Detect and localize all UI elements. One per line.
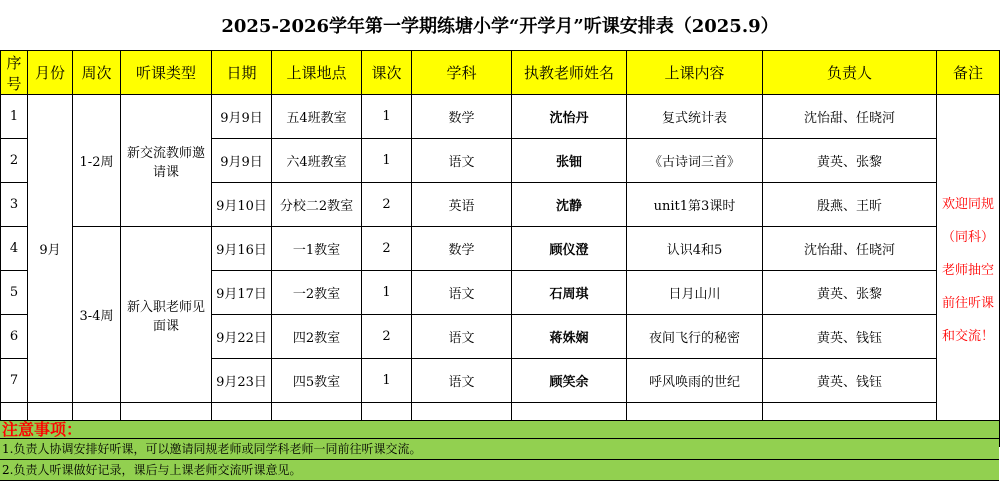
cell-teacher[interactable]: 顾笑余: [512, 359, 627, 403]
notes-item[interactable]: 1.负责人协调安排好听课，可以邀请同规老师或同学科老师一同前往听课交流。: [0, 439, 999, 460]
cell-leader[interactable]: 沈怡甜、任晓河: [763, 95, 937, 139]
cell-subject[interactable]: 数学: [412, 95, 512, 139]
cell-content[interactable]: 认识4和5: [627, 227, 763, 271]
cell-teacher[interactable]: 顾仪澄: [512, 227, 627, 271]
cell-period[interactable]: 2: [362, 227, 412, 271]
cell-subject[interactable]: 英语: [412, 183, 512, 227]
cell-leader[interactable]: 黄英、张黎: [763, 271, 937, 315]
cell-period[interactable]: 1: [362, 359, 412, 403]
cell-week[interactable]: 1-2周: [73, 95, 121, 227]
cell-subject[interactable]: 语文: [412, 315, 512, 359]
header-cell-remark[interactable]: 备注: [937, 51, 1000, 95]
cell-no[interactable]: 7: [1, 359, 28, 403]
cell-no[interactable]: 1: [1, 95, 28, 139]
cell-content[interactable]: 复式统计表: [627, 95, 763, 139]
cell-place[interactable]: 分校二2教室: [272, 183, 362, 227]
cell-place[interactable]: 六4班教室: [272, 139, 362, 183]
cell-leader[interactable]: 黄英、钱钰: [763, 359, 937, 403]
cell-no[interactable]: 4: [1, 227, 28, 271]
cell-period[interactable]: 2: [362, 183, 412, 227]
header-cell-date[interactable]: 日期: [212, 51, 272, 95]
cell-period[interactable]: 2: [362, 315, 412, 359]
cell-no[interactable]: 2: [1, 139, 28, 183]
cell-date[interactable]: 9月9日: [212, 139, 272, 183]
header-cell-leader[interactable]: 负责人: [763, 51, 937, 95]
cell-date[interactable]: 9月23日: [212, 359, 272, 403]
cell-type[interactable]: 新入职老师见面课: [121, 227, 212, 403]
cell-content[interactable]: 日月山川: [627, 271, 763, 315]
cell-place[interactable]: 四2教室: [272, 315, 362, 359]
cell-no[interactable]: 5: [1, 271, 28, 315]
cell-date[interactable]: 9月10日: [212, 183, 272, 227]
cell-content[interactable]: 《古诗词三首》: [627, 139, 763, 183]
cell-content[interactable]: 呼风唤雨的世纪: [627, 359, 763, 403]
cell-place[interactable]: 五4班教室: [272, 95, 362, 139]
table-row: [1, 95, 1000, 139]
cell-period[interactable]: 1: [362, 95, 412, 139]
cell-subject[interactable]: 语文: [412, 271, 512, 315]
cell-no[interactable]: 6: [1, 315, 28, 359]
cell-place[interactable]: 一2教室: [272, 271, 362, 315]
header-cell-month[interactable]: 月份: [28, 51, 73, 95]
header-cell-content[interactable]: 上课内容: [627, 51, 763, 95]
cell-leader[interactable]: 黄英、钱钰: [763, 315, 937, 359]
cell-leader[interactable]: 沈怡甜、任晓河: [763, 227, 937, 271]
cell-teacher[interactable]: 张钿: [512, 139, 627, 183]
table-row: [1, 227, 1000, 271]
cell-subject[interactable]: 数学: [412, 227, 512, 271]
header-cell-period[interactable]: 课次: [362, 51, 412, 95]
cell-place[interactable]: 四5教室: [272, 359, 362, 403]
cell-place[interactable]: 一1教室: [272, 227, 362, 271]
cell-teacher[interactable]: 沈怡丹: [512, 95, 627, 139]
schedule-table: [0, 50, 1000, 447]
cell-month[interactable]: 9月: [28, 95, 73, 403]
cell-leader[interactable]: 黄英、张黎: [763, 139, 937, 183]
header-cell-no[interactable]: 序号: [1, 51, 28, 95]
cell-date[interactable]: 9月17日: [212, 271, 272, 315]
cell-period[interactable]: 1: [362, 271, 412, 315]
header-cell-week[interactable]: 周次: [73, 51, 121, 95]
cell-no[interactable]: 3: [1, 183, 28, 227]
header-cell-place[interactable]: 上课地点: [272, 51, 362, 95]
header-cell-subject[interactable]: 学科: [412, 51, 512, 95]
cell-teacher[interactable]: 沈静: [512, 183, 627, 227]
notes-item[interactable]: 2.负责人听课做好记录，课后与上课老师交流听课意见。: [0, 460, 999, 481]
cell-subject[interactable]: 语文: [412, 359, 512, 403]
header-cell-teacher[interactable]: 执教老师姓名: [512, 51, 627, 95]
header-row: [1, 51, 1000, 95]
notes-section: [0, 420, 999, 481]
cell-date[interactable]: 9月9日: [212, 95, 272, 139]
notes-heading[interactable]: 注意事项：: [0, 421, 999, 439]
cell-type[interactable]: 新交流教师邀请课: [121, 95, 212, 227]
cell-content[interactable]: 夜间飞行的秘密: [627, 315, 763, 359]
cell-period[interactable]: 1: [362, 139, 412, 183]
cell-teacher[interactable]: 石周琪: [512, 271, 627, 315]
cell-date[interactable]: 9月22日: [212, 315, 272, 359]
cell-date[interactable]: 9月16日: [212, 227, 272, 271]
cell-subject[interactable]: 语文: [412, 139, 512, 183]
cell-remark[interactable]: 欢迎同规（同科）老师抽空前往听课和交流！: [937, 95, 1000, 447]
cell-teacher[interactable]: 蒋姝娴: [512, 315, 627, 359]
cell-week[interactable]: 3-4周: [73, 227, 121, 403]
cell-content[interactable]: unit1第3课时: [627, 183, 763, 227]
sheet-title[interactable]: 2025-2026学年第一学期练塘小学“开学月”听课安排表（2025.9）: [0, 0, 1000, 51]
cell-leader[interactable]: 殷燕、王昕: [763, 183, 937, 227]
header-cell-type[interactable]: 听课类型: [121, 51, 212, 95]
